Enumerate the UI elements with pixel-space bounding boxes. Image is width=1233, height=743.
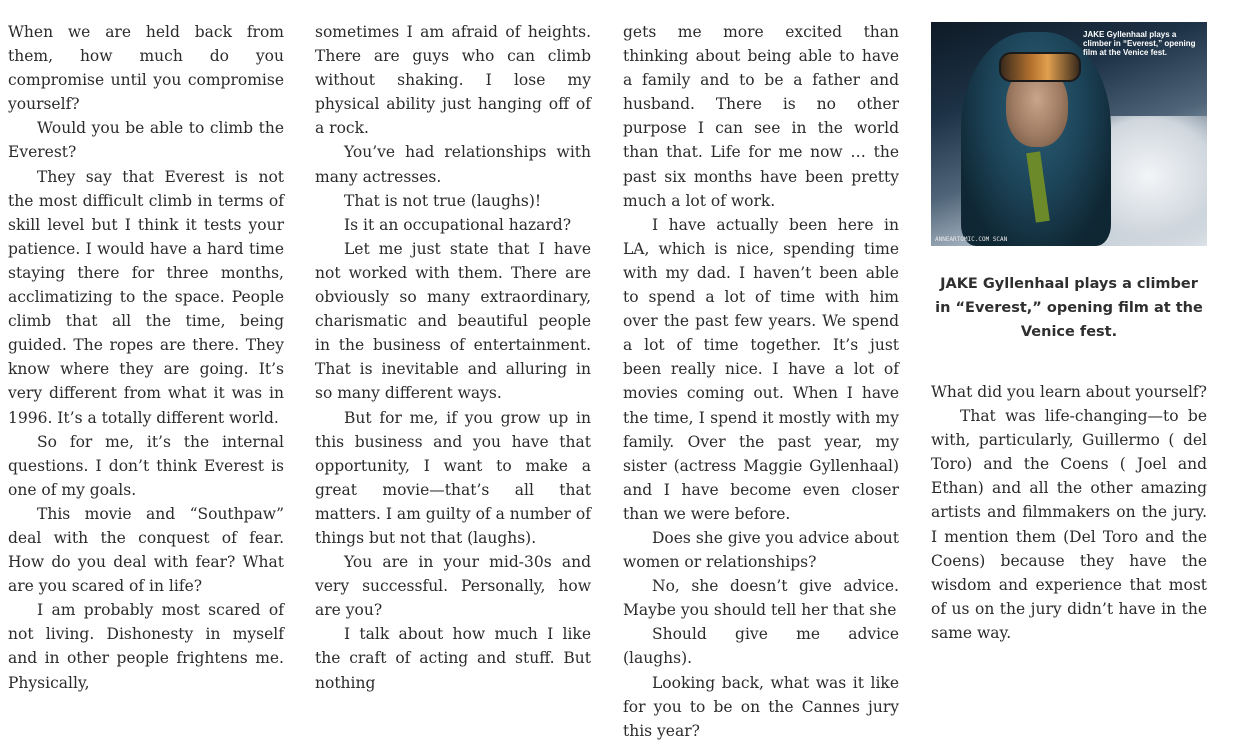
article-column-1 [8,20,284,695]
article-paragraph: This movie and “Southpaw” deal with the conquest of fear. How do you deal with fear? What are you scared of in life? [8,504,284,596]
photo-goggles [999,52,1081,82]
article-paragraph: When we are held back from them, how much do you compromise until you compromise yourself? [8,23,284,114]
photo-caption: JAKE Gyllenhaal plays a climber in “Everest,” opening film at the Venice fest. [935,276,1203,340]
article-paragraph: That is not true (laughs)! [344,191,542,210]
photo-watermark: ANNEARTOMIC.COM SCAN [935,236,1008,243]
article-paragraph: Should give me advice (laughs). [623,625,899,668]
article-paragraph: You are in your mid-30s and very successful. Personally, how are you? [315,553,591,620]
article-column-2 [315,20,591,695]
article-paragraph: But for me, if you grow up in this business and you have that opportunity, I want to make a great movie—that’s all that matters. I am guilty of a number of things but not that (laughs). [315,408,591,547]
article-paragraph: You’ve had relationships with many actresses. [315,143,591,186]
article-column-3 [623,20,899,743]
article-paragraph: Looking back, what was it like for you to be on the Cannes jury this year? [623,673,899,740]
photo-overlay-caption: JAKE Gyllenhaal plays a climber in “Everest,” opening film at the Venice fest. [1083,30,1196,57]
article-column-4 [931,380,1207,645]
article-paragraph: So for me, it’s the internal questions. I don’t think Everest is one of my goals. [8,432,284,499]
article-paragraph: gets me more excited than thinking about being able to have a family and to be a father and husband. There is no other purpose I can see in the world than that. Life for me now … the past six months have been pretty much a lot of work. [623,23,899,210]
article-paragraph: Would you be able to climb the Everest? [8,119,284,162]
article-paragraph: Is it an occupational hazard? [344,215,572,234]
article-paragraph: Let me just state that I have not worked with them. There are obviously so many extraordinary, charismatic and beautiful people in the business of entertainment. That is inevitable and alluring in so many different ways. [315,239,591,403]
article-photo [931,22,1207,246]
article-paragraph: What did you learn about yourself? [931,383,1207,401]
article-paragraph: Does she give you advice about women or relationships? [623,528,899,572]
article-paragraph: I talk about how much I like the craft of acting and stuff. But nothing [315,625,591,692]
article-paragraph: I have actually been here in LA, which is nice, spending time with my dad. I haven’t been able to spend a lot of time with him over the past few years. We spend a lot of time together. It’s just been really nice. I have a lot of movies coming out. When I have the time, I spend it mostly with my family. Over the past year, my sister (actress Maggie Gyllenhaal) and I have become even closer than we were before. [623,215,899,523]
article-paragraph: sometimes I am afraid of heights. There are guys who can climb without shaking. I lose my physical ability just hanging off of a rock. [315,23,591,138]
article-paragraph: That was life-changing—to be with, particularly, Guillermo ( del Toro) and the Coens ( Joel and Ethan) and all the other amazing artists and filmmakers on the jury. I mention them (Del Toro and the Coens) because they have the wisdom and experience that most of us on the jury didn’t have in the same way. [931,407,1207,642]
article-paragraph: They say that Everest is not the most difficult climb in terms of skill level but I think it tests your patience. I would have a hard time staying there for three months, acclimatizing to the space. People climb that all the time, being guided. The ropes are there. They know where they are going. It’s very different from what it was in 1996. It’s a totally different world. [8,167,284,427]
article-paragraph: I am probably most scared of not living. Dishonesty in myself and in other people frightens me. Physically, [8,601,284,692]
article-paragraph: No, she doesn’t give advice. Maybe you should tell her that she [623,577,899,620]
